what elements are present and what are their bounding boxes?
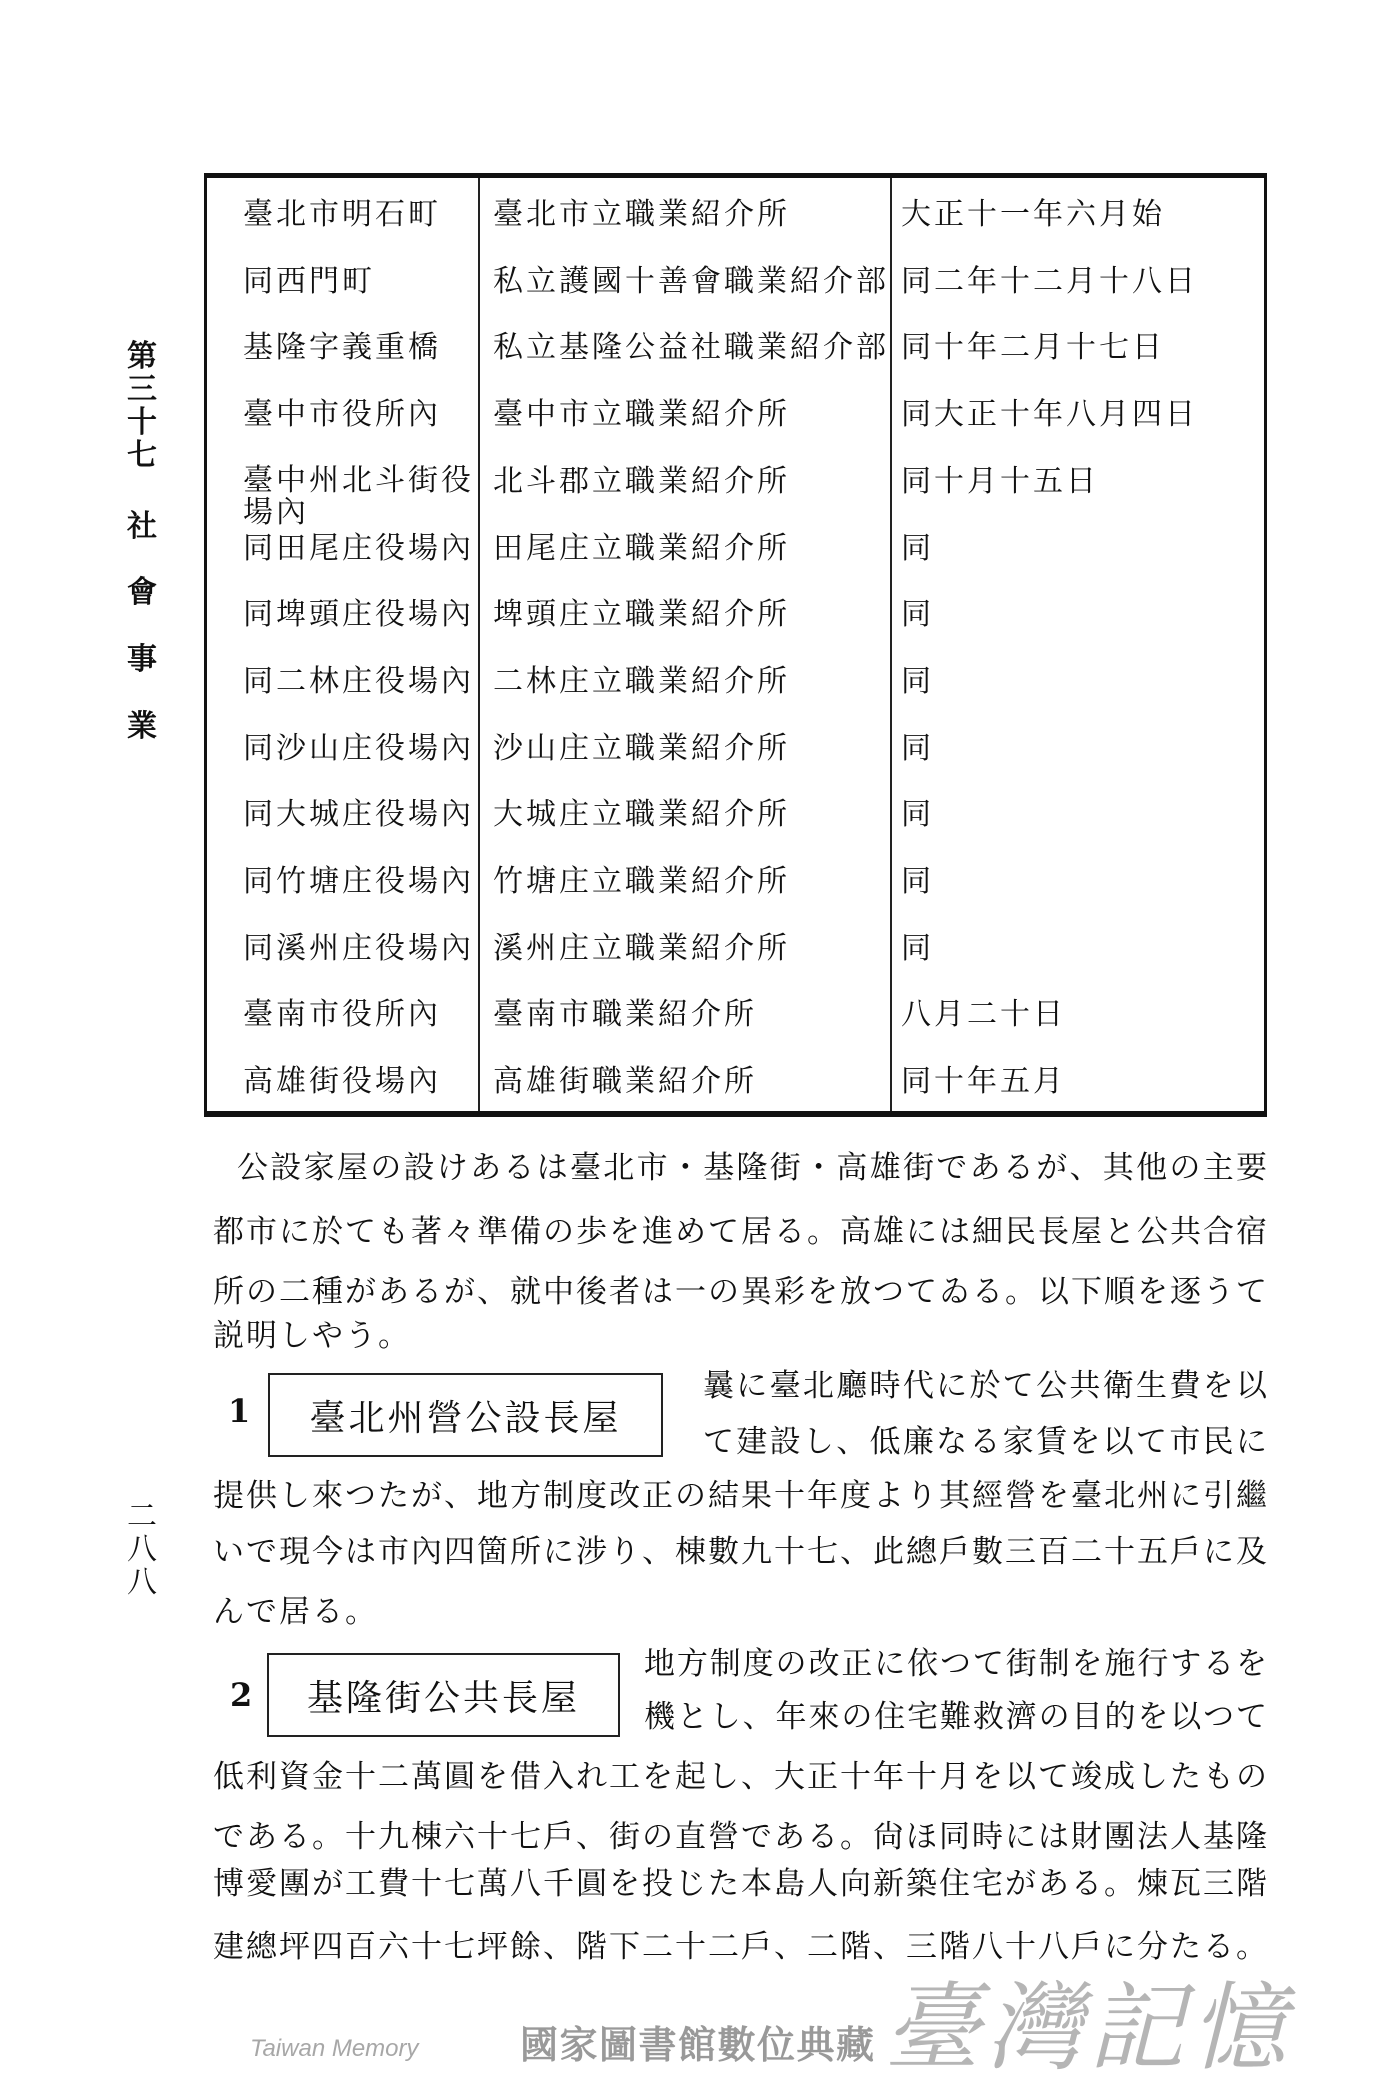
body-line: 所の二種があるが、就中後者は一の異彩を放つてゐる。以下順を逐うて [213,1274,1267,1310]
table-cell-date: 大正十一年六月始 [901,197,1165,232]
table-cell-date: 同十年五月 [901,1064,1066,1100]
table-cell-date: 八月二十日 [901,997,1066,1033]
table-cell-office: 大城庄立職業紹介所 [493,797,790,833]
body-line: いで現今は市內四箇所に涉り、棟數九十七、此總戶數三百二十五戶に及 [213,1534,1267,1570]
table-cell-date: 同 [901,597,934,633]
employment-office-table [204,173,1267,1117]
table-cell-location: 臺南市役所內 [243,997,441,1033]
table-cell-date: 同 [901,663,934,699]
table-cell-location: 同沙山庄役場內 [243,730,474,766]
body-line: て建設し、低廉なる家賃を以て市民に [703,1424,1267,1460]
table-cell-office: 竹塘庄立職業紹介所 [493,864,790,899]
table-cell-date: 同十月十五日 [901,463,1099,499]
section-number: 1 [228,1392,251,1430]
table-cell-location: 基隆字義重橋 [243,330,441,366]
table-cell-date: 同 [901,930,934,966]
watermark-logo: 臺灣記憶 [884,1972,1292,2084]
chapter-number: 第三十七 [127,339,157,473]
section-heading: 基隆街公共長屋 [306,1677,580,1719]
section-heading: 臺北州營公設長屋 [309,1397,622,1439]
table-cell-office: 私立護國十善會職業紹介部 [493,263,889,299]
body-line: んで居る。 [213,1594,378,1630]
section-number: 2 [230,1676,253,1714]
table-cell-office: 沙山庄立職業紹介所 [493,730,790,766]
table-cell-location: 同二林庄役場內 [243,663,474,699]
chapter-title-char: 事 [127,642,157,677]
table-cell-office: 埤頭庄立職業紹介所 [493,597,790,633]
chapter-title-char: 會 [127,575,157,610]
body-line: 曩に臺北廳時代に於て公共衛生費を以 [703,1368,1267,1404]
table-cell-office: 田尾庄立職業紹介所 [493,530,790,566]
table-cell-location: 同大城庄役場內 [243,797,474,833]
section-heading-box [268,1373,663,1457]
table-cell-location: 同溪州庄役場內 [243,930,474,966]
table-cell-date: 同二年十二月十八日 [901,263,1198,299]
table-cell-date: 同 [901,730,934,766]
table-cell-date: 同十年二月十七日 [901,330,1165,366]
body-line: 都市に於ても著々準備の歩を進めて居る。高雄には細民長屋と公共合宿 [213,1214,1267,1250]
table-cell-date: 同 [901,797,934,833]
watermark-subtitle: Taiwan Memory [250,2035,419,2062]
table-cell-location: 同西門町 [243,263,375,299]
body-line: 低利資金十二萬圓を借入れ工を起し、大正十年十月を以て竣成したもの [213,1759,1267,1795]
table-cell-location: 高雄街役場內 [243,1064,441,1100]
body-line: 機とし、年來の住宅難救濟の目的を以つて [644,1699,1267,1735]
table-cell-office: 私立基隆公益社職業紹介部 [493,330,889,366]
chapter-title-char: 社 [127,509,157,544]
table-cell-location: 臺中市役所內 [243,397,441,433]
body-line: 建總坪四百六十七坪餘、階下二十二戶、二階、三階八十八戶に分たる。 [213,1929,1267,1965]
body-line: 提供し來つたが、地方制度改正の結果十年度より其經營を臺北州に引繼 [213,1478,1267,1514]
table-cell-date: 同大正十年八月四日 [901,397,1198,433]
body-line: 博愛團が工費十七萬八千圓を投じた本島人向新築住宅がある。煉瓦三階 [213,1866,1267,1902]
table-cell-office: 北斗郡立職業紹介所 [493,463,790,499]
table-cell-location: 同竹塘庄役場內 [243,864,474,899]
table-cell-date: 同 [901,530,934,566]
table-cell-location: 臺北市明石町 [243,197,441,232]
page-number: 二八八 [127,1499,157,1600]
table-cell-office: 溪州庄立職業紹介所 [493,930,790,966]
table-cell-office: 高雄街職業紹介所 [493,1064,757,1100]
library-footer: 國家圖書館數位典藏 [520,2023,874,2067]
table-cell-office: 臺中市立職業紹介所 [493,397,790,433]
table-cell-office: 臺南市職業紹介所 [493,997,757,1033]
body-line: 地方制度の改正に依つて街制を施行するを [644,1646,1267,1682]
column-divider [478,178,480,1111]
body-line: 説明しやう。 [213,1318,411,1354]
table-cell-location: 同田尾庄役場內 [243,530,474,566]
body-line: 公設家屋の設けあるは臺北市・基隆街・高雄街であるが、其他の主要 [237,1150,1267,1186]
chapter-title-char: 業 [127,709,157,744]
section-heading-box [267,1653,620,1737]
body-line: である。十九棟六十七戶、街の直營である。尙ほ同時には財團法人基隆 [213,1819,1267,1855]
table-cell-location: 臺中州北斗街役場內 [243,462,474,530]
table-cell-date: 同 [901,864,934,899]
column-divider [890,178,892,1111]
table-cell-location: 同埤頭庄役場內 [243,597,474,633]
table-cell-office: 臺北市立職業紹介所 [493,197,790,232]
table-cell-office: 二林庄立職業紹介所 [493,663,790,699]
